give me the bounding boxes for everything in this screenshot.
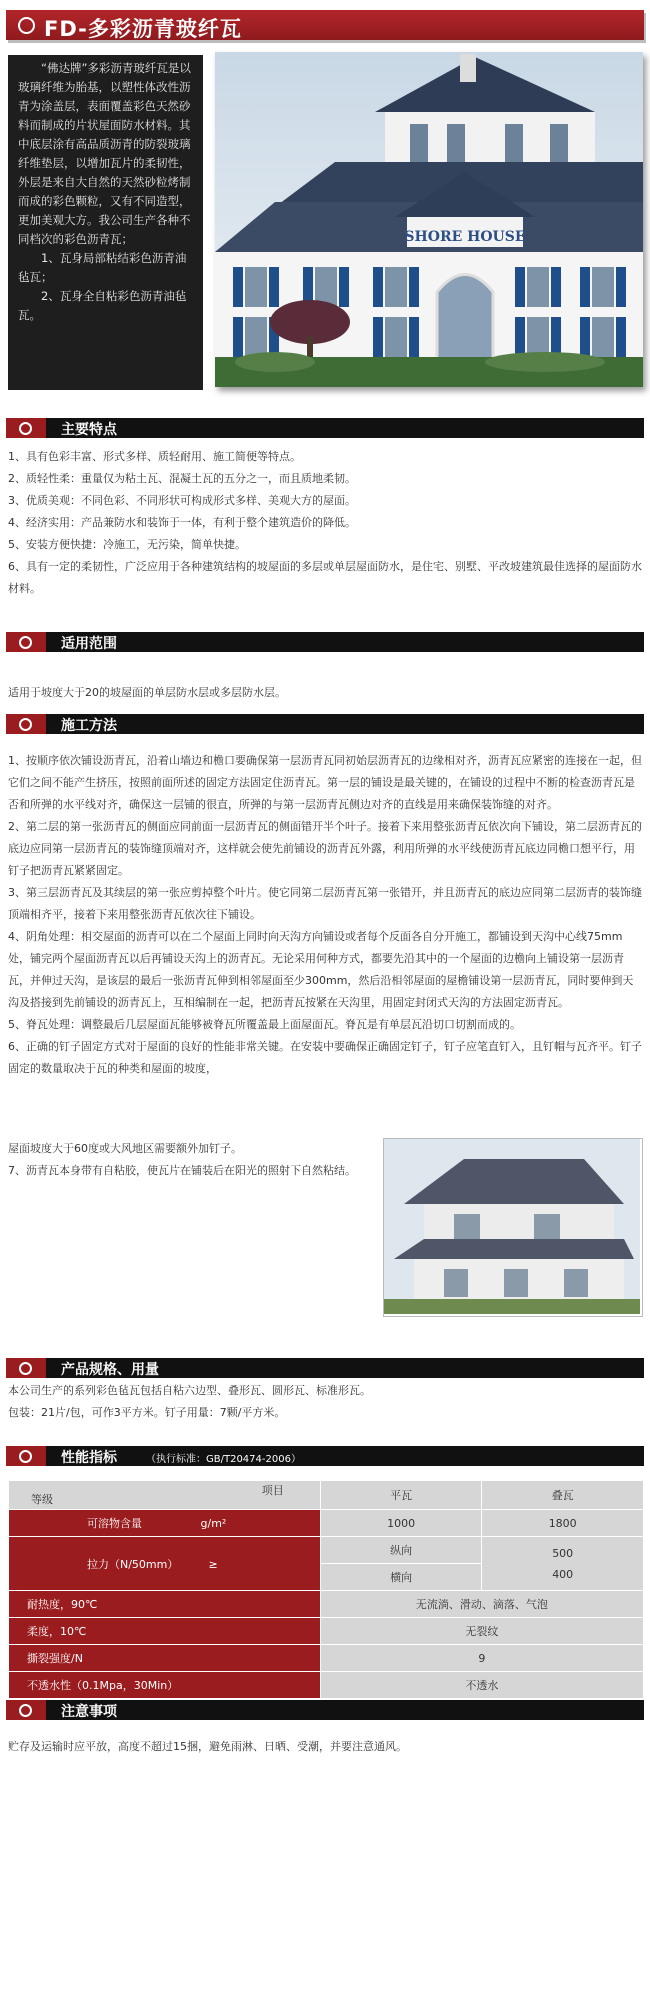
method-step: 5、脊瓦处理：调整最后几层屋面瓦能够被脊瓦所覆盖最上面屋面瓦。脊瓦是有单层瓦沿切口切割而成的。 [8,1018,521,1031]
section-title: 主要特点 [61,422,117,438]
section-header-scope [6,632,644,652]
section-subtitle: （执行标准：GB/T20474-2006） [146,1454,301,1465]
column-header: 叠瓦 [482,1481,644,1510]
section-header-notes [6,1700,644,1720]
intro-item-2: 2、瓦身全自粘彩色沥青油毡瓦。 [18,289,187,322]
circle-icon [19,636,32,649]
corner-item-label: 项目 [261,1484,284,1497]
feature-item: 1、具有色彩丰富、形式多样、质轻耐用、施工简便等特点。 [8,450,301,463]
row-label: 柔度，10℃ [9,1618,321,1645]
method-step: 6、正确的钉子固定方式对于屋面的良好的性能非常关键。在安装中要确保正确固定钉子，钉子应笔直钉入，且钉帽与瓦齐平。钉子固定的数量取决于瓦的种类和屋面的坡度， [8,1040,642,1075]
features-list [8,446,642,600]
method-step: 2、第二层的第一张沥青瓦的侧面应同前面一层沥青瓦的侧面错开半个叶子。接着下来用整张沥青瓦依次向下铺设，第二层沥青瓦的底边应同第一层沥青瓦的装饰缝顶端对齐，这样就会使先前铺设的沥青瓦外露，利用所弹的水平线使沥青瓦底边同檐口想平行，用钉子把沥青瓦紧紧固定。 [8,820,642,877]
circle-icon [19,1450,32,1463]
section-title: 性能指标 [61,1450,117,1466]
villa-illustration [384,1139,640,1314]
scope-text: 适用于坡度大于20的坡屋面的单层防水层或多层防水层。 [8,686,286,699]
table-cell: 1800 [482,1510,644,1537]
table-cell: 不透水 [320,1672,643,1699]
house-photo [215,52,643,387]
method-step: 屋面坡度大于60度或大风地区需要额外加钉子。 [8,1142,242,1155]
circle-icon [19,1704,32,1717]
table-row [9,1537,644,1564]
intro-paragraph: “佛达牌”多彩沥青玻纤瓦是以玻璃纤维为胎基，以塑性体改性沥青为涂盖层，表面覆盖彩色天然砂料而制成的片状屋面防水材料。其中底层涂有高品质沥青的防裂玻璃纤维垫层，以增加瓦片的柔韧性，外层是来自大自然的天然砂粒烤制而成的彩色颗粒，又有不同造型，更加美观大方。我公司生产各种不同档次的彩色沥青瓦； [18,61,191,246]
feature-item: 2、质轻性柔：重量仅为粘土瓦、混凝土瓦的五分之一，而且质地柔韧。 [8,472,356,485]
method-step: 4、阴角处理：相交屋面的沥青可以在二个屋面上同时向天沟方向铺设或者每个反面各自分开施工，都铺设到天沟中心线75mm处，铺完两个屋面沥青瓦以后再铺设天沟上的沥青瓦。无论采用何种方式，都要先沿其中的一个屋面的边檐向上铺设第一层沥青瓦，并伸过天沟，是该层的最后一张沥青瓦伸到相邻屋面至少300mm，然后沿相邻屋面的屋檐铺设第一层沥青瓦，同时要伸到天沟及搭接到先前铺设的沥青瓦上，互相编制在一起，把沥青瓦按紧在天沟里，用固定封闭式天沟的方法固定沥青瓦。 [8,930,634,1009]
shore-house-sign: SHORE HOUSE [404,229,526,245]
feature-item: 3、优质美观：不同色彩、不同形状可构成形式多样、美观大方的屋面。 [8,494,356,507]
row-label-text: 可溶物含量 [87,1517,142,1530]
section-header-method [6,714,644,734]
section-title: 施工方法 [61,718,117,734]
feature-item: 4、经济实用：产品兼防水和装饰于一体，有利于整个建筑造价的降低。 [8,516,356,529]
feature-item: 6、具有一定的柔韧性，广泛应用于各种建筑结构的坡屋面的多层或单层屋面防水，是住宅、别墅、平改坡建筑最佳选择的屋面防水材料。 [8,560,642,595]
section-title: 适用范围 [61,636,117,652]
row-label: 撕裂强度/N [9,1645,321,1672]
table-cell: 无流淌、滑动、滴落、气泡 [320,1591,643,1618]
section-title: 产品规格、用量 [61,1362,159,1378]
cell-value: 500 [552,1546,574,1560]
spec-line: 包装：21片/包，可作3平方米。钉子用量：7颗/平方米。 [8,1406,286,1419]
table-cell: 横向 [320,1564,482,1591]
table-cell: 无裂纹 [320,1618,643,1645]
column-header: 平瓦 [320,1481,482,1510]
corner-cell [9,1481,321,1510]
intro-box [8,55,203,390]
title-banner [6,10,644,40]
section-header-spec [6,1358,644,1378]
circle-icon [19,718,32,731]
circle-icon [18,17,35,34]
house-illustration [215,52,643,387]
page-title: FD-多彩沥青玻纤瓦 [44,17,242,41]
table-row [9,1510,644,1537]
table-cell: 1000 [320,1510,482,1537]
table-row [9,1618,644,1645]
method-step: 1、按顺序依次铺设沥青瓦，沿着山墙边和檐口要确保第一层沥青瓦同初始层沥青瓦的边缘相对齐，沥青瓦应紧密的连接在一起，但它们之间不能产生挤压，按照前面所述的固定方法固定住沥青瓦。第一层的铺设是最关键的，在铺设的过程中不断的检查沥青瓦是否和所弹的水平线对齐，确保这一层铺的很直，所弹的与第一层沥青瓦侧边对齐的直线是用来确保装饰缝的对齐。 [8,754,642,811]
performance-table [8,1480,644,1699]
circle-icon [19,1362,32,1375]
method-list [8,750,642,1080]
notes-text: 贮存及运输时应平放，高度不超过15捆，避免雨淋、日晒、受潮，并要注意通风。 [8,1740,407,1753]
feature-item: 5、安装方便快捷：冷施工，无污染，简单快捷。 [8,538,246,551]
section-header-features [6,418,644,438]
spec-line: 本公司生产的系列彩色毡瓦包括自粘六边型、叠形瓦、圆形瓦、标准形瓦。 [8,1384,371,1397]
table-cell: 9 [320,1645,643,1672]
table-row [9,1672,644,1699]
row-label [9,1537,321,1591]
method-step: 3、第三层沥青瓦及其续层的第一张应剪掉整个叶片。使它同第二层沥青瓦第一张错开，并且沥青瓦的底边应同第二层沥青的装饰缝顶端相齐平，接着下来用整张沥青瓦依次往下铺设。 [8,886,642,921]
circle-icon [19,422,32,435]
villa-photo [383,1138,643,1317]
row-unit: g/m² [200,1517,227,1530]
row-label: 不透水性（0.1Mpa，30Min） [9,1672,321,1699]
cell-value: 400 [552,1567,574,1581]
method-step: 7、沥青瓦本身带有自粘胶，使瓦片在铺装后在阳光的照射下自然粘结。 [8,1164,356,1177]
method-continued [8,1138,368,1182]
table-cell [482,1537,644,1591]
spec-text [8,1380,642,1424]
row-label [9,1510,321,1537]
intro-item-1: 1、瓦身局部粘结彩色沥青油毡瓦； [18,251,187,284]
table-row [9,1645,644,1672]
section-title: 注意事项 [61,1704,117,1720]
row-operator: ≥ [208,1557,218,1571]
row-label-text: 拉力（N/50mm） [87,1557,179,1571]
table-cell: 纵向 [320,1537,482,1564]
section-header-perf [6,1446,644,1466]
row-label: 耐热度，90℃ [9,1591,321,1618]
corner-grade-label: 等级 [31,1493,53,1506]
table-row [9,1591,644,1618]
